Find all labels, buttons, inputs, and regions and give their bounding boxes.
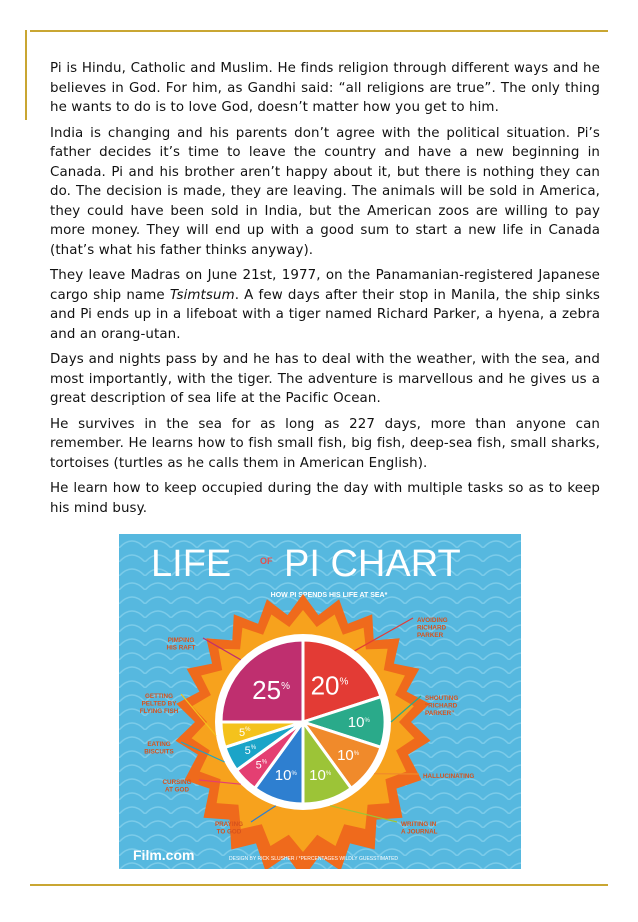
slice-value-label: 5% bbox=[244, 744, 257, 757]
left-rule bbox=[25, 30, 27, 120]
brand-logo: Film.com bbox=[133, 847, 195, 863]
top-rule bbox=[30, 30, 608, 32]
slice-value-label: 5% bbox=[255, 759, 268, 772]
slice-category-label: PIMPING HIS RAFT bbox=[166, 637, 196, 652]
paragraph-3: They leave Madras on June 21st, 1977, on the Panamanian-registered Japanese cargo ship name Tsimtsum. A few days after their stop in Manila, the ship sinks and Pi ends up in a lifeboat with a tiger named Richard Parker, a hyena, a zebra and an orang-utan. bbox=[50, 268, 600, 342]
pie bbox=[221, 640, 385, 804]
slice-category-label: AVOIDING RICHARD PARKER bbox=[417, 617, 448, 639]
paragraph-5: He survives in the sea for as long as 227 days, more than anyone can remember. He learns how to fish small fish, big fish, deep-sea fish, small sharks, tortoises (turtles as he calls them in American English). bbox=[50, 416, 600, 471]
chart-title-right: PI CHART bbox=[284, 543, 461, 585]
paragraph-1: Pi is Hindu, Catholic and Muslim. He finds religion through different ways and he believes in God. For him, as Gandhi said: “all religions are true”. The only thing he wants to do is to love God, doesn’t matter how you get to him. bbox=[50, 61, 600, 115]
life-of-pi-chart-image bbox=[119, 534, 521, 869]
slice-category-label: WRITING IN A JOURNAL bbox=[401, 821, 438, 836]
chart-title-of: OF bbox=[260, 556, 273, 566]
slice-category-label: EATING BISCUITS bbox=[144, 741, 174, 756]
slice-category-label: GETTING PELTED BY FLYING FISH bbox=[139, 693, 179, 715]
chart-title-left: LIFE bbox=[151, 543, 232, 585]
slice-category-label: CURSING AT GOD bbox=[162, 779, 192, 794]
slice-value-label: 10% bbox=[309, 767, 332, 784]
ship-name: Tsimtsum bbox=[169, 287, 235, 303]
slice-value-label: 10% bbox=[347, 714, 370, 731]
slice-category-label: HALLUCINATING bbox=[423, 773, 475, 780]
paragraph-4: Days and nights pass by and he has to deal with the weather, with the sea, and most importantly, with the tiger. The adventure is marvellous and he gives us a great description of sea life at the Pacific Ocean. bbox=[50, 352, 600, 406]
body-text bbox=[50, 59, 600, 524]
chart-subtitle: HOW PI SPENDS HIS LIFE AT SEA* bbox=[270, 592, 388, 599]
bottom-rule bbox=[30, 884, 608, 886]
slice-value-label: 10% bbox=[274, 767, 297, 784]
slice-value-label: 20% bbox=[310, 670, 349, 701]
paragraph-2: India is changing and his parents don’t agree with the political situation. Pi’s father decides it’s time to leave the country and have a new beginning in Canada. Pi and his brother aren’t happy about it, but there is nothing they can do. The decision is made, they are leaving. The animals will be sold in America, they could have been sold in India, but the American zoos are willing to pay more money. They will end up with a good sum to start a new life in Canada (that’s what his father thinks anyway). bbox=[50, 125, 600, 258]
slice-category-label: PRAYING TO GOD bbox=[214, 821, 244, 836]
slice-value-label: 10% bbox=[337, 746, 360, 764]
design-credit: DESIGN BY RICK SLUSHER / *PERCENTAGES WILDLY GUESSTIMATED bbox=[229, 856, 399, 862]
slice-value-label: 25% bbox=[252, 675, 291, 706]
slice-value-label: 5% bbox=[238, 727, 251, 740]
paragraph-6: He learn how to keep occupied during the day with multiple tasks so as to keep his mind busy. bbox=[50, 481, 600, 516]
slice-category-label: SHOUTING “RICHARD PARKER” bbox=[425, 695, 459, 717]
